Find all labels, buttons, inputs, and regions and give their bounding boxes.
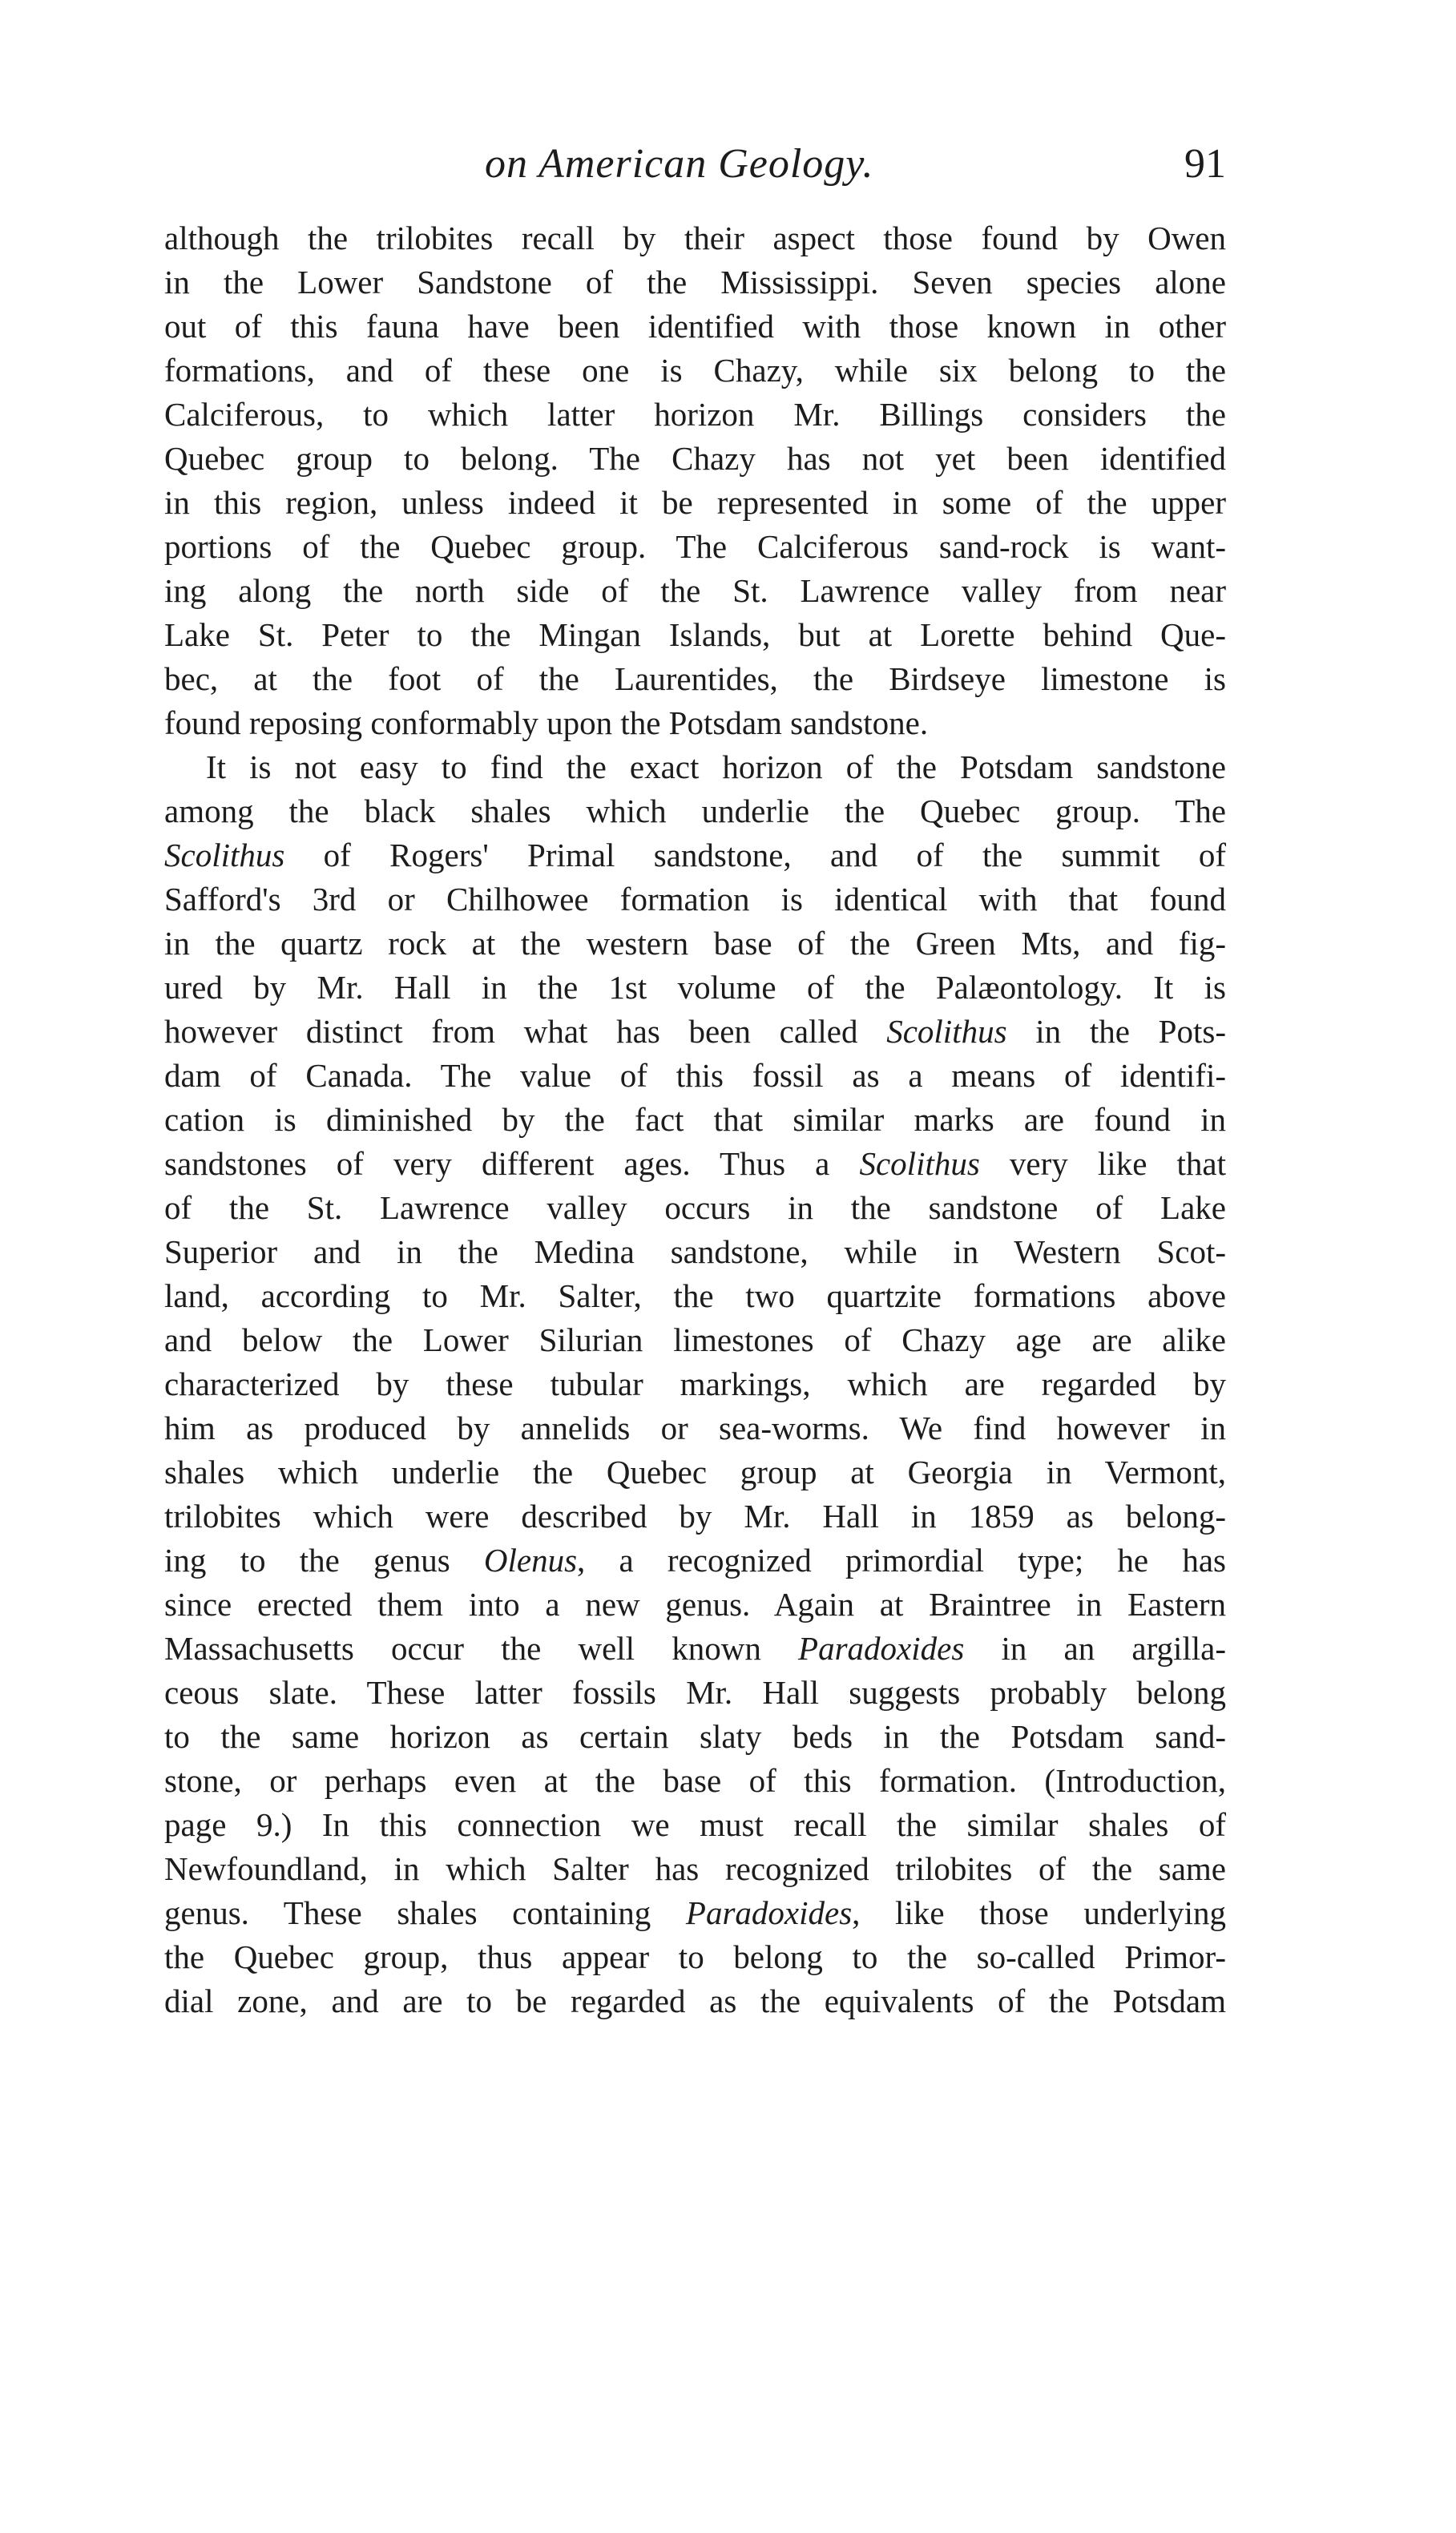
italic-genus-name: Paradoxides [798, 1630, 965, 1667]
text-line: and below the Lower Silurian limestones of Chazy age are alike [164, 1321, 1226, 1358]
text-line: ured by Mr. Hall in the 1st volume of the Palæontology. It is [164, 969, 1226, 1006]
text-line: found reposing conformably upon the Potsdam sandstone. [164, 704, 929, 741]
text-line: formations, and of these one is Chazy, while six belong to the [164, 352, 1226, 389]
text-line: although the trilobites recall by their aspect those found by Owen [164, 220, 1226, 256]
text-line: him as produced by annelids or sea-worms. We find however in [164, 1410, 1226, 1446]
page-number: 91 [1184, 141, 1226, 187]
paragraph [164, 745, 1226, 2023]
text-line: portions of the Quebec group. The Calciferous sand-rock is want- [164, 528, 1226, 565]
text-line: genus. These shales containing Paradoxides, like those underlying [164, 1894, 1226, 1931]
text-line: sandstones of very different ages. Thus a Scolithus very like that [164, 1145, 1226, 1182]
page-header [164, 136, 1226, 192]
text-line: dial zone, and are to be regarded as the equivalents of the Potsdam [164, 1982, 1226, 2019]
text-line: Calciferous, to which latter horizon Mr. Billings considers the [164, 396, 1226, 433]
text-line: the Quebec group, thus appear to belong to the so-called Primor- [164, 1938, 1226, 1975]
text-line: ing to the genus Olenus, a recognized primordial type; he has [164, 1542, 1226, 1579]
text-line: trilobites which were described by Mr. Hall in 1859 as belong- [164, 1498, 1226, 1535]
text-line: among the black shales which underlie the Quebec group. The [164, 793, 1226, 829]
text-line: Safford's 3rd or Chilhowee formation is identical with that found [164, 881, 1226, 918]
text-line: Lake St. Peter to the Mingan Islands, but at Lorette behind Que- [164, 616, 1226, 653]
text-line: Newfoundland, in which Salter has recognized trilobites of the same [164, 1850, 1226, 1887]
text-line: page 9.) In this connection we must recall the similar shales of [164, 1806, 1226, 1843]
text-line: in this region, unless indeed it be represented in some of the upper [164, 484, 1226, 521]
text-line: however distinct from what has been called Scolithus in the Pots- [164, 1013, 1226, 1050]
italic-genus-name: Scolithus [859, 1145, 980, 1182]
text-line: ceous slate. These latter fossils Mr. Hall suggests probably belong [164, 1674, 1226, 1711]
text-line: Scolithus of Rogers' Primal sandstone, and of the summit of [164, 837, 1226, 873]
italic-genus-name: Paradoxides [685, 1894, 853, 1931]
text-line: shales which underlie the Quebec group at Georgia in Vermont, [164, 1454, 1226, 1490]
text-line: bec, at the foot of the Laurentides, the Birdseye limestone is [164, 660, 1226, 697]
text-line: stone, or perhaps even at the base of this formation. (Introduction, [164, 1762, 1226, 1799]
text-line: It is not easy to find the exact horizon of the Potsdam sandstone [206, 748, 1226, 785]
text-line: Massachusetts occur the well known Paradoxides in an argilla- [164, 1630, 1226, 1667]
text-line: in the quartz rock at the western base of the Green Mts, and fig- [164, 925, 1226, 962]
italic-genus-name: Scolithus [164, 837, 285, 873]
text-line: Quebec group to belong. The Chazy has not yet been identified [164, 440, 1226, 477]
text-line: of the St. Lawrence valley occurs in the sandstone of Lake [164, 1189, 1226, 1226]
text-line: cation is diminished by the fact that similar marks are found in [164, 1101, 1226, 1138]
text-line: out of this fauna have been identified with those known in other [164, 308, 1226, 345]
text-line: ing along the north side of the St. Lawrence valley from near [164, 572, 1226, 609]
italic-genus-name: Scolithus [886, 1013, 1007, 1050]
text-line: dam of Canada. The value of this fossil as a means of identifi- [164, 1057, 1226, 1094]
text-line: land, according to Mr. Salter, the two quartzite formations above [164, 1277, 1226, 1314]
text-line: in the Lower Sandstone of the Mississippi. Seven species alone [164, 264, 1226, 300]
paragraph [164, 216, 1226, 745]
text-line: characterized by these tubular markings, which are regarded by [164, 1365, 1226, 1402]
text-line: since erected them into a new genus. Again at Braintree in Eastern [164, 1586, 1226, 1623]
body-text [164, 216, 1226, 2023]
text-line: Superior and in the Medina sandstone, while in Western Scot- [164, 1233, 1226, 1270]
text-line: to the same horizon as certain slaty beds in the Potsdam sand- [164, 1718, 1226, 1755]
running-title: on American Geology. [485, 141, 874, 187]
italic-genus-name: Olenus [483, 1542, 578, 1579]
